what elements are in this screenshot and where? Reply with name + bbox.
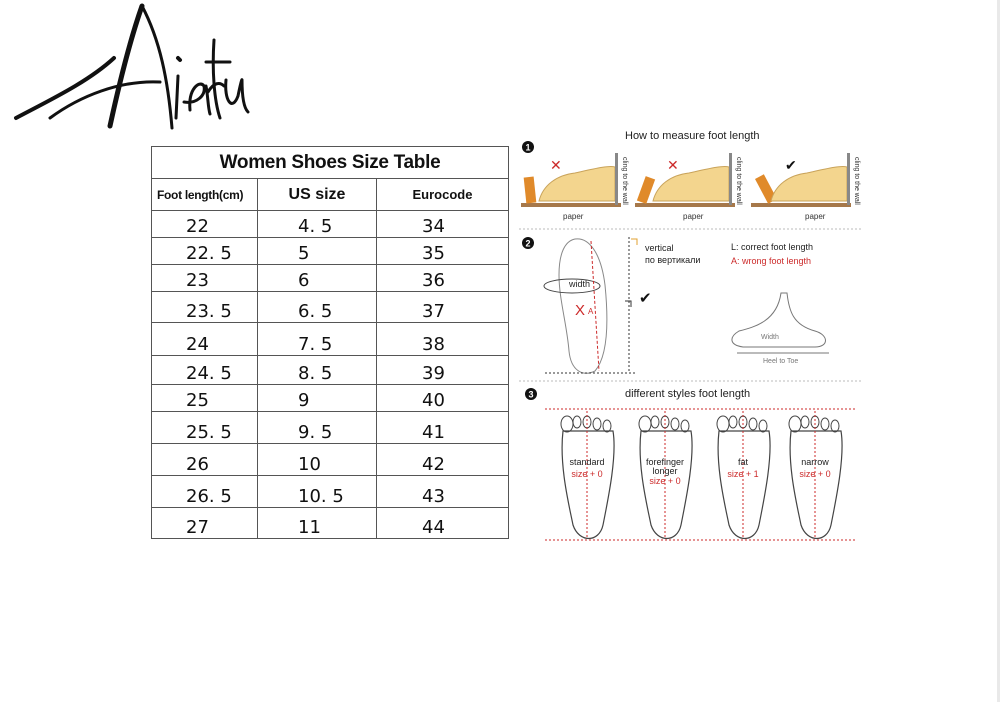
eurocode-cell: 35 xyxy=(377,238,509,265)
eurocode-cell: 41 xyxy=(377,412,509,444)
foot-style-name: standard xyxy=(569,457,605,467)
us-size-cell: 9 xyxy=(258,385,377,412)
size-table-body xyxy=(152,211,509,539)
foot-length-cell: 27 xyxy=(152,508,258,539)
foot-style-0 xyxy=(561,411,614,539)
eurocode-cell: 42 xyxy=(377,444,509,476)
foot-style-name: forefinger xyxy=(645,457,685,467)
step3-number: 3 xyxy=(528,389,534,400)
table-row xyxy=(152,265,509,292)
us-size-cell: 5 xyxy=(258,238,377,265)
step1-mark-2: ✕ xyxy=(667,157,679,173)
eurocode-cell: 38 xyxy=(377,323,509,356)
step1-wall-3: cling to the wall xyxy=(853,157,860,205)
foot-length-cell: 24 xyxy=(152,323,258,356)
foot-style-adjust: size + 0 xyxy=(571,469,603,479)
eurocode-cell: 34 xyxy=(377,211,509,238)
us-size-cell: 6 xyxy=(258,265,377,292)
header-foot-length: Foot length(cm) xyxy=(152,179,258,211)
table-row xyxy=(152,385,509,412)
us-size-cell: 8. 5 xyxy=(258,356,377,385)
header-us-size: US size xyxy=(258,179,377,211)
foot-style-adjust: size + 0 xyxy=(649,476,681,486)
step1-wall-1: cling to the wall xyxy=(621,157,628,205)
legend-correct: L: correct foot length xyxy=(731,242,814,252)
us-size-cell: 9. 5 xyxy=(258,412,377,444)
foot-length-cell: 25 xyxy=(152,385,258,412)
foot-length-cell: 23. 5 xyxy=(152,292,258,323)
arrow-label: A xyxy=(588,307,594,316)
foot-style-adjust: size + 1 xyxy=(727,469,759,479)
foot-length-cell: 22. 5 xyxy=(152,238,258,265)
foot-length-cell: 22 xyxy=(152,211,258,238)
foot-style-adjust: size + 0 xyxy=(799,469,831,479)
eurocode-cell: 36 xyxy=(377,265,509,292)
wrong-length-mark: X xyxy=(575,302,586,319)
header-eurocode: Eurocode xyxy=(377,179,509,211)
step1-number: 1 xyxy=(525,142,531,153)
step1-paper-2: paper xyxy=(683,212,704,221)
vertical-label: vertical xyxy=(645,243,674,253)
eurocode-cell: 37 xyxy=(377,292,509,323)
side-width-label: Width xyxy=(761,334,779,341)
legend-wrong: A: wrong foot length xyxy=(731,256,812,266)
table-row xyxy=(152,323,509,356)
step1-paper-3: paper xyxy=(805,212,826,221)
step1-panel-1 xyxy=(521,153,628,221)
foot-length-cell: 24. 5 xyxy=(152,356,258,385)
heel-to-toe-label: Heel to Toe xyxy=(763,358,799,365)
guide-title: How to measure foot length xyxy=(625,130,760,142)
table-row xyxy=(152,444,509,476)
step1-mark-1: ✕ xyxy=(550,157,562,173)
step2-number: 2 xyxy=(525,238,531,249)
table-row xyxy=(152,412,509,444)
table-row xyxy=(152,356,509,385)
step1-mark-3: ✔ xyxy=(785,157,797,173)
size-table-title: Women Shoes Size Table xyxy=(152,147,509,179)
us-size-cell: 4. 5 xyxy=(258,211,377,238)
foot-styles xyxy=(561,411,842,539)
foot-style-1 xyxy=(639,411,692,539)
foot-style-3 xyxy=(789,411,842,539)
us-size-cell: 10. 5 xyxy=(258,476,377,508)
foot-length-cell: 23 xyxy=(152,265,258,292)
eurocode-cell: 40 xyxy=(377,385,509,412)
step3-title: different styles foot length xyxy=(625,388,751,400)
foot-style-name-2: longer xyxy=(652,466,678,476)
eurocode-cell: 39 xyxy=(377,356,509,385)
step1-panel-2 xyxy=(635,153,742,221)
foot-length-cell: 26 xyxy=(152,444,258,476)
size-table xyxy=(151,146,509,539)
brand-logo xyxy=(10,0,250,140)
width-label: width xyxy=(569,279,591,289)
us-size-cell: 7. 5 xyxy=(258,323,377,356)
vertical-label-ru: по вертикали xyxy=(645,255,701,265)
step1-wall-2: cling to the wall xyxy=(735,157,742,205)
table-row xyxy=(152,238,509,265)
table-row xyxy=(152,292,509,323)
step1-paper-1: paper xyxy=(563,212,584,221)
foot-length-cell: 25. 5 xyxy=(152,412,258,444)
eurocode-cell: 44 xyxy=(377,508,509,539)
table-row xyxy=(152,211,509,238)
foot-style-name: narrow xyxy=(801,457,829,467)
foot-style-name: fat xyxy=(737,457,749,467)
correct-length-mark: ✔ xyxy=(639,290,652,307)
foot-style-2 xyxy=(717,411,770,539)
foot-length-cell: 26. 5 xyxy=(152,476,258,508)
table-row xyxy=(152,476,509,508)
eurocode-cell: 43 xyxy=(377,476,509,508)
us-size-cell: 11 xyxy=(258,508,377,539)
step1-panel-3 xyxy=(751,153,860,221)
us-size-cell: 6. 5 xyxy=(258,292,377,323)
measure-guide xyxy=(515,125,865,555)
table-row xyxy=(152,508,509,539)
us-size-cell: 10 xyxy=(258,444,377,476)
